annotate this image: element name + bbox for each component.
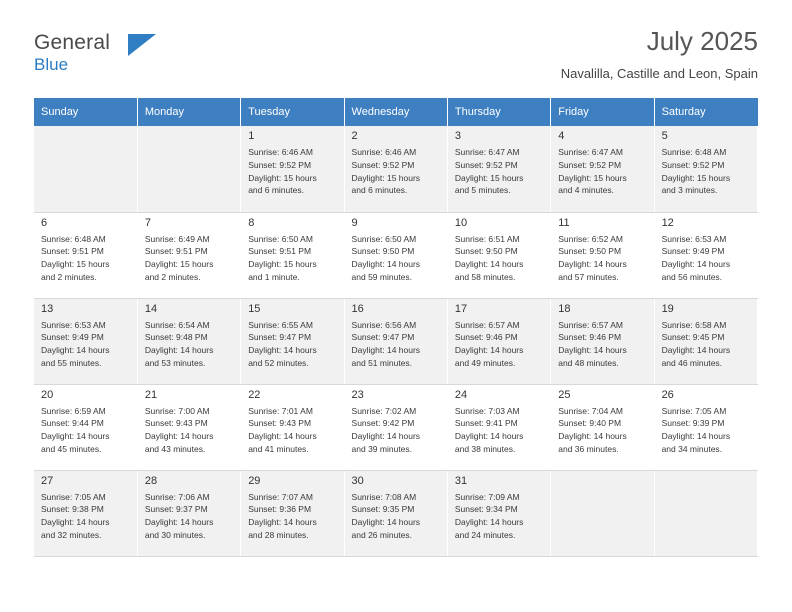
day-info-line: Daylight: 15 hours	[144, 259, 214, 270]
calendar-day-cell	[34, 384, 137, 470]
day-info-line: Sunrise: 7:04 AM	[558, 405, 623, 416]
calendar-day-cell	[344, 212, 447, 298]
weekday-header-thursday: Thursday	[447, 98, 550, 126]
day-info-line: and 3 minutes.	[661, 185, 718, 196]
day-info-line: Sunrise: 6:56 AM	[351, 319, 417, 330]
day-info	[248, 491, 337, 542]
day-info	[455, 146, 544, 197]
day-info-line: Sunset: 9:52 PM	[661, 159, 725, 170]
day-info-line: Sunrise: 7:03 AM	[454, 405, 520, 416]
day-info-line: Daylight: 15 hours	[661, 172, 731, 183]
day-info	[558, 146, 647, 197]
day-number: 20	[41, 388, 54, 401]
day-info-line: Daylight: 14 hours	[661, 345, 731, 356]
day-info-line: and 24 minutes.	[454, 529, 516, 540]
day-info-line: and 32 minutes.	[41, 529, 102, 540]
day-info-line: Daylight: 14 hours	[41, 517, 110, 528]
day-info-line: Sunset: 9:37 PM	[144, 504, 208, 515]
day-info-line: Sunrise: 6:57 AM	[558, 319, 623, 330]
day-number: 10	[454, 216, 468, 229]
day-number: 14	[144, 302, 158, 315]
day-info-line: Sunset: 9:43 PM	[248, 418, 312, 429]
day-info-line: and 39 minutes.	[351, 443, 413, 454]
day-info	[145, 319, 234, 370]
day-info-line: Daylight: 14 hours	[454, 259, 524, 270]
day-info-line: Sunrise: 6:57 AM	[454, 319, 520, 330]
day-info-line: Sunset: 9:48 PM	[144, 332, 208, 343]
day-info-line: Sunrise: 7:05 AM	[41, 491, 106, 502]
day-info-line: Sunrise: 7:00 AM	[144, 405, 210, 416]
day-info-line: Sunrise: 7:02 AM	[351, 405, 417, 416]
day-info-line: and 1 minute.	[248, 271, 300, 282]
day-info-line: and 43 minutes.	[144, 443, 206, 454]
day-info-line: Sunrise: 7:06 AM	[144, 491, 210, 502]
day-number: 3	[454, 130, 461, 142]
day-info-line: Sunset: 9:51 PM	[41, 246, 104, 257]
day-info	[662, 405, 751, 456]
day-info-line: Sunrise: 6:47 AM	[454, 147, 520, 157]
day-info-line: Sunrise: 6:46 AM	[248, 147, 313, 157]
calendar-day-cell	[137, 384, 240, 470]
calendar-week-row	[34, 470, 758, 556]
day-info-line: Daylight: 15 hours	[248, 172, 317, 183]
day-info-line: Sunrise: 6:53 AM	[41, 319, 106, 330]
day-number: 28	[144, 474, 158, 487]
page-header	[34, 24, 758, 86]
day-info-line: Sunset: 9:49 PM	[661, 246, 725, 257]
calendar-day-cell	[344, 298, 447, 384]
day-info-line: Sunset: 9:50 PM	[558, 246, 622, 257]
day-info-line: Sunset: 9:45 PM	[661, 332, 725, 343]
day-number: 7	[144, 216, 151, 229]
day-info	[558, 405, 647, 456]
calendar-day-cell	[447, 384, 550, 470]
day-info-line: Daylight: 14 hours	[144, 431, 214, 442]
calendar-day-cell	[447, 212, 550, 298]
calendar-day-cell	[654, 384, 757, 470]
day-info-line: Sunrise: 6:50 AM	[248, 233, 313, 244]
calendar-day-cell	[447, 298, 550, 384]
day-info-line: Sunset: 9:35 PM	[351, 504, 415, 515]
calendar-day-cell	[241, 126, 344, 212]
day-info-line: Sunset: 9:52 PM	[558, 159, 622, 170]
calendar-day-cell	[344, 470, 447, 556]
day-info	[455, 319, 544, 370]
brand-name-general: General	[34, 31, 111, 54]
day-info-line: Sunset: 9:40 PM	[558, 418, 622, 429]
day-info-line: Daylight: 14 hours	[248, 345, 317, 356]
day-info-line: Sunrise: 6:52 AM	[558, 233, 623, 244]
day-info-line: Sunrise: 7:01 AM	[248, 405, 313, 416]
day-info-line: Sunrise: 6:47 AM	[558, 147, 623, 157]
calendar-day-cell	[241, 470, 344, 556]
day-info-line: Daylight: 15 hours	[558, 172, 627, 183]
day-number: 12	[661, 216, 674, 229]
day-number: 15	[248, 302, 261, 315]
flag-icon	[128, 34, 156, 56]
day-info-line: Daylight: 14 hours	[351, 431, 421, 442]
day-info-line: Sunset: 9:46 PM	[454, 332, 518, 343]
day-info	[352, 405, 441, 456]
day-number: 16	[351, 302, 364, 315]
calendar-day-cell	[447, 126, 550, 212]
day-info-line: Daylight: 14 hours	[661, 431, 731, 442]
day-info-line: and 51 minutes.	[351, 357, 413, 368]
page-title: July 2025	[646, 26, 758, 56]
brand-logo	[34, 24, 154, 74]
day-info-line: Daylight: 14 hours	[41, 345, 110, 356]
day-info	[352, 233, 441, 284]
calendar-day-cell	[551, 384, 654, 470]
day-info	[662, 319, 751, 370]
day-info-line: Sunset: 9:42 PM	[351, 418, 415, 429]
day-info-line: Sunrise: 7:05 AM	[661, 405, 727, 416]
title-block	[561, 24, 758, 81]
calendar-day-cell	[241, 212, 344, 298]
day-info	[41, 319, 131, 370]
day-info-line: Daylight: 14 hours	[41, 431, 110, 442]
day-info	[352, 491, 441, 542]
day-info-line: Daylight: 14 hours	[248, 517, 317, 528]
day-info-line: Sunrise: 6:58 AM	[661, 319, 727, 330]
day-info-line: Sunrise: 6:50 AM	[351, 233, 417, 244]
calendar-day-cell	[654, 212, 757, 298]
calendar-week-row	[34, 126, 758, 212]
weekday-header-monday: Monday	[137, 98, 240, 126]
brand-name-blue: Blue	[34, 55, 69, 74]
day-info-line: Sunset: 9:52 PM	[454, 159, 518, 170]
day-info-line: Sunrise: 7:07 AM	[248, 491, 313, 502]
calendar-cell-empty	[654, 470, 757, 556]
day-info-line: Sunset: 9:44 PM	[41, 418, 104, 429]
day-number: 13	[41, 302, 54, 315]
calendar-cell-empty	[137, 126, 240, 212]
day-info-line: Sunset: 9:52 PM	[248, 159, 312, 170]
day-info-line: Sunrise: 6:48 AM	[41, 233, 106, 244]
calendar-cell-empty	[551, 470, 654, 556]
day-number: 5	[661, 130, 668, 142]
calendar-week-row	[34, 384, 758, 470]
day-info-line: and 45 minutes.	[41, 443, 102, 454]
day-info-line: and 26 minutes.	[351, 529, 413, 540]
day-number: 25	[558, 388, 571, 401]
day-number: 19	[661, 302, 674, 315]
day-info-line: Daylight: 14 hours	[454, 345, 524, 356]
day-info-line: and 38 minutes.	[454, 443, 516, 454]
day-number: 26	[661, 388, 674, 401]
day-info-line: and 2 minutes.	[144, 271, 201, 282]
day-info-line: Daylight: 14 hours	[558, 431, 627, 442]
calendar-cell-empty	[34, 126, 137, 212]
weekday-header-friday: Friday	[551, 98, 654, 126]
calendar-day-cell	[344, 384, 447, 470]
day-info-line: Daylight: 14 hours	[351, 259, 421, 270]
day-number: 31	[454, 474, 468, 487]
calendar-day-cell	[654, 126, 757, 212]
day-info-line: and 34 minutes.	[661, 443, 723, 454]
weekday-header-saturday: Saturday	[654, 98, 757, 126]
day-number: 23	[351, 388, 364, 401]
weekday-header-sunday: Sunday	[34, 98, 137, 126]
day-info	[558, 319, 647, 370]
day-info	[145, 405, 234, 456]
day-info-line: Daylight: 14 hours	[454, 431, 524, 442]
day-info-line: Sunrise: 6:48 AM	[661, 147, 727, 157]
day-info-line: and 53 minutes.	[144, 357, 206, 368]
day-number: 4	[558, 130, 565, 142]
day-info	[145, 491, 234, 542]
day-info-line: Sunrise: 6:54 AM	[144, 319, 210, 330]
day-info-line: and 58 minutes.	[454, 271, 516, 282]
day-info	[41, 405, 131, 456]
day-info-line: and 2 minutes.	[41, 271, 97, 282]
day-info-line: Sunset: 9:49 PM	[41, 332, 104, 343]
day-info-line: and 6 minutes.	[351, 185, 408, 196]
calendar-day-cell	[344, 126, 447, 212]
calendar-day-cell	[241, 384, 344, 470]
day-info-line: Sunset: 9:38 PM	[41, 504, 104, 515]
day-number: 6	[41, 216, 48, 229]
day-info-line: Sunrise: 6:46 AM	[351, 147, 417, 157]
calendar-day-cell	[137, 470, 240, 556]
calendar-week-row	[34, 212, 758, 298]
day-info	[455, 405, 544, 456]
day-number: 27	[41, 474, 54, 487]
day-info-line: Sunset: 9:41 PM	[454, 418, 518, 429]
day-info-line: and 49 minutes.	[454, 357, 516, 368]
day-info-line: and 41 minutes.	[248, 443, 309, 454]
day-info-line: and 48 minutes.	[558, 357, 619, 368]
day-info-line: Daylight: 15 hours	[248, 259, 317, 270]
day-info-line: Sunset: 9:39 PM	[661, 418, 725, 429]
day-info-line: Sunset: 9:52 PM	[351, 159, 415, 170]
day-info-line: Daylight: 15 hours	[351, 172, 421, 183]
day-info-line: Sunrise: 7:08 AM	[351, 491, 417, 502]
day-number: 29	[248, 474, 261, 487]
day-info-line: and 30 minutes.	[144, 529, 206, 540]
calendar-day-cell	[137, 298, 240, 384]
day-info	[662, 146, 751, 197]
day-number: 21	[144, 388, 158, 401]
day-number: 8	[248, 216, 255, 229]
day-info-line: and 57 minutes.	[558, 271, 619, 282]
day-info-line: Sunrise: 7:09 AM	[454, 491, 520, 502]
day-info-line: and 59 minutes.	[351, 271, 413, 282]
day-info-line: Sunrise: 6:55 AM	[248, 319, 313, 330]
calendar-body	[34, 126, 758, 556]
day-info-line: and 36 minutes.	[558, 443, 619, 454]
calendar-day-cell	[551, 298, 654, 384]
day-number: 24	[454, 388, 468, 401]
weekday-header-tuesday: Tuesday	[241, 98, 344, 126]
calendar-day-cell	[34, 298, 137, 384]
day-number: 1	[248, 130, 255, 142]
day-number: 17	[454, 302, 468, 315]
day-info-line: and 46 minutes.	[661, 357, 723, 368]
day-info	[41, 233, 131, 284]
calendar-day-cell	[447, 470, 550, 556]
weekday-header-row	[34, 98, 758, 126]
calendar-day-cell	[34, 212, 137, 298]
day-info-line: Sunset: 9:50 PM	[454, 246, 518, 257]
day-info-line: Daylight: 14 hours	[248, 431, 317, 442]
day-number: 2	[351, 130, 358, 142]
day-info-line: Daylight: 14 hours	[351, 517, 421, 528]
day-info-line: Daylight: 14 hours	[144, 345, 214, 356]
calendar-day-cell	[241, 298, 344, 384]
location-subtitle: Navalilla, Castille and Leon, Spain	[560, 66, 758, 81]
day-info-line: Sunset: 9:47 PM	[248, 332, 312, 343]
day-number: 11	[558, 216, 570, 229]
day-info-line: and 52 minutes.	[248, 357, 309, 368]
day-info-line: Daylight: 14 hours	[454, 517, 524, 528]
day-number: 30	[351, 474, 364, 487]
day-info-line: Sunrise: 6:53 AM	[661, 233, 727, 244]
day-info	[455, 491, 544, 542]
day-number: 22	[248, 388, 261, 401]
day-info-line: Sunset: 9:50 PM	[351, 246, 415, 257]
day-info-line: Sunset: 9:51 PM	[248, 246, 312, 257]
day-info	[352, 146, 441, 197]
day-info-line: Sunset: 9:47 PM	[351, 332, 415, 343]
day-info	[41, 491, 131, 542]
calendar-week-row	[34, 298, 758, 384]
day-info-line: Sunset: 9:43 PM	[144, 418, 208, 429]
day-info	[248, 146, 337, 197]
calendar-day-cell	[34, 470, 137, 556]
day-info-line: Daylight: 14 hours	[144, 517, 214, 528]
day-info	[455, 233, 544, 284]
calendar-day-cell	[551, 126, 654, 212]
day-info	[352, 319, 441, 370]
calendar-table	[34, 98, 758, 557]
day-number: 9	[351, 216, 358, 229]
day-info-line: Sunrise: 6:49 AM	[144, 233, 210, 244]
day-info-line: Daylight: 14 hours	[558, 345, 627, 356]
calendar-day-cell	[654, 298, 757, 384]
day-info-line: and 5 minutes.	[454, 185, 511, 196]
day-info	[248, 405, 337, 456]
day-info-line: and 55 minutes.	[41, 357, 102, 368]
day-number: 18	[558, 302, 571, 315]
weekday-header-wednesday: Wednesday	[344, 98, 447, 126]
day-info	[248, 233, 337, 284]
day-info-line: Sunset: 9:46 PM	[558, 332, 622, 343]
day-info-line: and 4 minutes.	[558, 185, 614, 196]
day-info	[248, 319, 337, 370]
calendar-day-cell	[551, 212, 654, 298]
calendar-day-cell	[137, 212, 240, 298]
day-info-line: Sunset: 9:51 PM	[144, 246, 208, 257]
day-info	[662, 233, 751, 284]
day-info	[558, 233, 647, 284]
day-info-line: and 56 minutes.	[661, 271, 723, 282]
day-info-line: Daylight: 15 hours	[454, 172, 524, 183]
day-info-line: Sunset: 9:34 PM	[454, 504, 518, 515]
day-info-line: Sunrise: 6:51 AM	[454, 233, 520, 244]
day-info-line: Daylight: 14 hours	[661, 259, 731, 270]
day-info-line: Daylight: 15 hours	[41, 259, 110, 270]
day-info-line: Sunset: 9:36 PM	[248, 504, 312, 515]
day-info-line: and 28 minutes.	[248, 529, 309, 540]
day-info	[145, 233, 234, 284]
day-info-line: Sunrise: 6:59 AM	[41, 405, 106, 416]
day-info-line: and 6 minutes.	[248, 185, 304, 196]
day-info-line: Daylight: 14 hours	[558, 259, 627, 270]
day-info-line: Daylight: 14 hours	[351, 345, 421, 356]
